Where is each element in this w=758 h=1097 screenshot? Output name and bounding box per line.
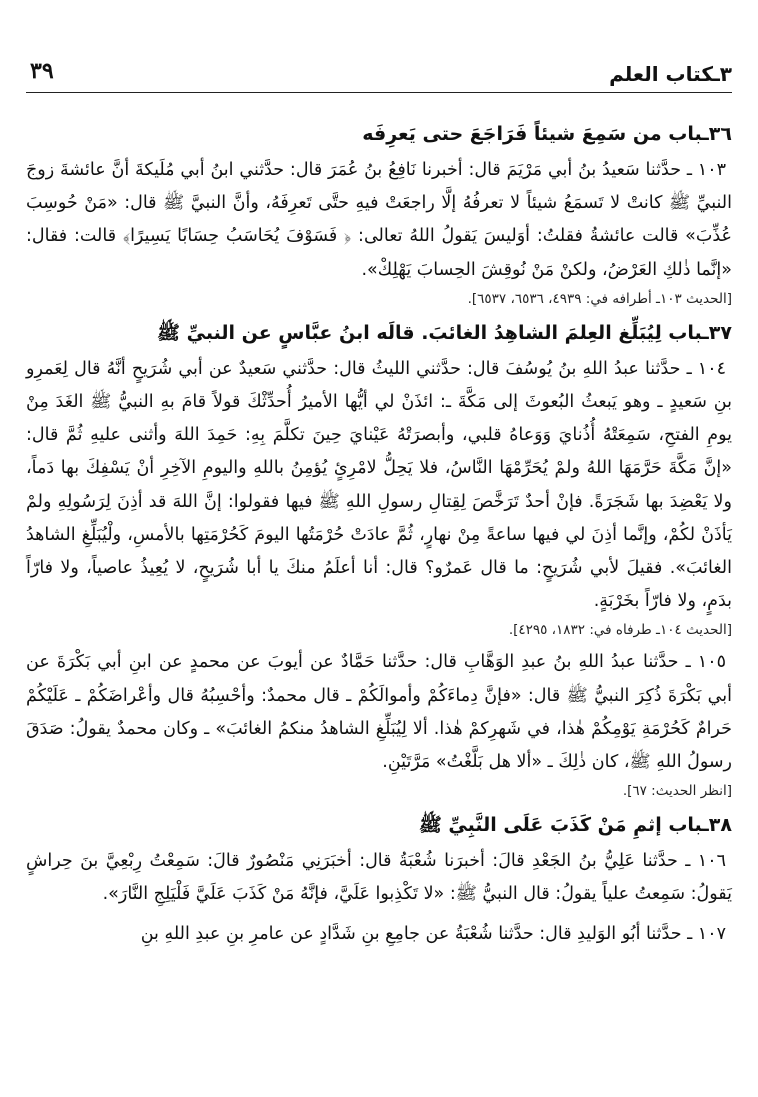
footnote-103: [الحديث ١٠٣ـ أطرافه في: ٤٩٣٩، ٦٥٣٦، ٦٥٣٧]. xyxy=(467,290,732,307)
hadith-103: ١٠٣ ـ حدَّثنا سَعيدُ بنُ أبي مَرْيَمَ قال: أخبرنا نَافِعُ بنُ عُمَرَ قال: حدَّثني ابنُ أبي مُلَيكةَ أنَّ عائشةَ زوجَ النبيِّ ﷺ كانتْ لا تَسمَعُ شيئاً لا تعرفُهُ إلَّا راجعَتْ فيهِ حتَّى تَعرِفَهُ، وأنَّ النبيَّ ﷺ قال: «مَنْ حُوسِبَ عُذِّبَ» قالت عائشةُ فقلتُ: أوَليسَ يَقولُ اللهُ تعالى: ﴿ فَسَوْفَ يُحَاسَبُ حِسَابًا يَسِيرًا﴾ قالت: فقال: «إنَّما ذٰلكِ العَرْضُ، ولكنْ مَنْ نُوقِشَ الحِسابَ يَهْلِكْ». xyxy=(26,160,732,280)
footnote-105: [انظر الحديث: ٦٧]. xyxy=(622,783,732,800)
chapter-title: ٣ـكتاب العلم xyxy=(609,62,732,86)
section-heading-36: ٣٦ـباب من سَمِعَ شيئاً فَرَاجَعَ حتى يَعرِفَه xyxy=(362,123,732,145)
hadith-104: ١٠٤ ـ حدَّثنا عبدُ اللهِ بنُ يُوسُفَ قال: حدَّثني الليثُ قال: حدَّثني سَعيدٌ عن أبي شُرَيحٍ أنَّهُ قال لِعَمرِو بنِ سَعيدٍ ـ وهو يَبعثُ البُعوثَ إلى مَكَّةَ ـ: ائذَنْ لي أيُّها الأميرُ أُحدِّثْكَ قولاً قامَ بهِ النبيُّ ﷺ الغَدَ مِنْ يومِ الفتحِ، سَمِعَتْهُ أُذُنايَ وَوَعاهُ قلبي، وأبصرَتْهُ عَيْنايَ حِينَ تكلَّمَ بِهِ: حَمِدَ اللهَ وأثنى عليهِ ثُمَّ قال: «إنَّ مَكَّةَ حَرَّمَهَا اللهُ ولمْ يُحَرِّمْهَا النَّاسُ، فلا يَحِلُّ لامْرِئٍ يُؤمِنُ باللهِ واليومِ الآخِرِ أنْ يَسْفِكَ بها دَماً، ولا يَعْضِدَ بها شَجَرَةً. فإنْ أحدٌ تَرَخَّصَ لِقِتالِ رسولِ اللهِ ﷺ فيها فقولوا: إنَّ اللهَ قد أذِنَ لِرَسُولِهِ ولمْ يَأذَنْ لكُمْ، وإنَّما أذِنَ لي فيها ساعةً مِنْ نهارٍ، ثُمَّ عادَتْ حُرْمَتُها اليومَ كَحُرْمَتِها بالأمسِ، ولْيُبَلِّغِ الشاهدُ الغائبَ». فقيلَ لأبي شُرَيحٍ: ما قال عَمرٌو؟ قال: أنا أعلَمُ منكَ يا أبا شُرَيحٍ، لا يُعِيذُ عاصياً، ولا فارّاً بدَمٍ، ولا فارّاً بخَرْبَةٍ. xyxy=(26,358,732,612)
section-heading-37: ٣٧ـباب لِيُبَلِّغ العِلمَ الشاهِدُ الغائبَ. قالَه ابنُ عبَّاسٍ عن النبيِّ ﷺ xyxy=(157,321,732,344)
page-header xyxy=(26,56,732,93)
hadith-106: ١٠٦ ـ حدَّثنا عَلِيُّ بنُ الجَعْدِ قالَ: أخبرَنا شُعْبَةُ قال: أخبَرَنِي مَنْصُورٌ قالَ: سَمِعْتُ رِبْعِيَّ بنَ حِراشٍ يَقولُ: سَمِعتُ علياً يقولُ: قال النبيُّ ﷺ: «لا تَكْذِبوا عَلَيَّ، فإنَّهُ مَنْ كَذَبَ عَلَيَّ فَلْيَلِجِ النَّارَ». xyxy=(26,851,732,905)
page-body xyxy=(26,112,732,951)
hadith-105: ١٠٥ ـ حدَّثنا عبدُ اللهِ بنُ عبدِ الوَهَّابِ قال: حدَّثنا حَمَّادٌ عن أيوبَ عن محمدٍ عن ابنِ أبي بَكْرَةَ عن أبي بَكْرَةَ ذُكِرَ النبيُّ ﷺ قال: «فإنَّ دِماءَكُمْ وأموالَكُمْ ـ قال محمدٌ: وأحْسِبُهُ قال وأعْراضَكُمْ ـ عَلَيْكُمْ حَرامٌ كَحُرْمَةِ يَوْمِكُمْ هٰذا، في شَهرِكمْ هٰذا. ألا لِيُبَلِّغِ الشاهدُ منكمُ الغائبَ» ـ وكان محمدٌ يقولُ: صَدَقَ رسولُ اللهِ ﷺ، كان ذٰلِكَ ـ «ألا هل بَلَّغْتُ» مَرَّتَيْنِ. xyxy=(26,652,732,773)
page-number: ٣٩ xyxy=(30,58,54,84)
hadith-107: ١٠٧ ـ حدَّثنا أبُو الوَليدِ قال: حدَّثنا شُعْبَةُ عن جامِعِ بنِ شَدَّادٍ عن عامرِ بنِ عبدِ اللهِ بنِ xyxy=(140,923,726,944)
section-heading-38: ٣٨ـباب إثمِ مَنْ كَذَبَ عَلَى النَّبِيِّ ﷺ xyxy=(418,814,732,837)
footnote-104: [الحديث ١٠٤ـ طرفاه في: ١٨٣٢، ٤٢٩٥]. xyxy=(508,622,732,639)
